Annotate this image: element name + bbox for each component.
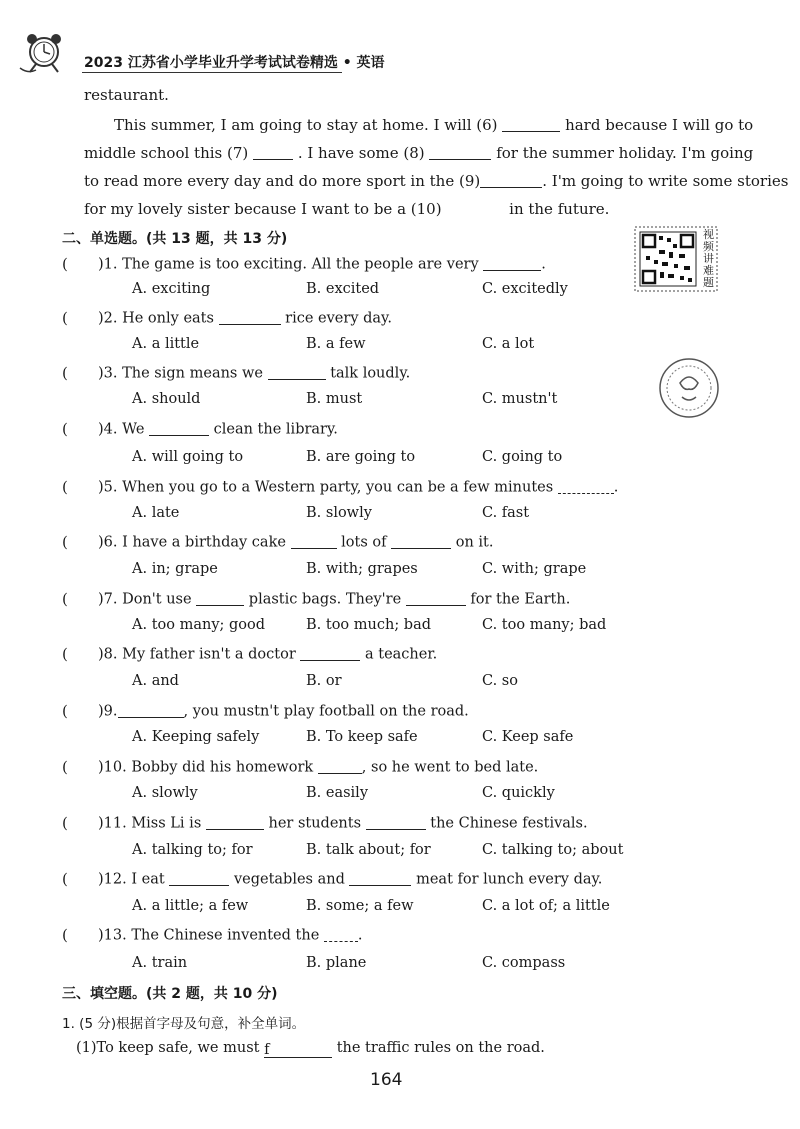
option-c[interactable]: C. with; grape (482, 561, 587, 577)
option-b[interactable]: B. To keep safe (306, 729, 418, 745)
answer-paren[interactable]: ( (62, 478, 68, 496)
question-3: )3. The sign means we talk loudly. (98, 365, 411, 382)
answer-paren[interactable]: ( (62, 758, 68, 776)
option-c[interactable]: C. so (482, 673, 518, 689)
option-c[interactable]: C. too many; bad (482, 617, 607, 633)
question-5: )5. When you go to a Western party, you can be a few minutes . (98, 479, 619, 496)
answer-paren[interactable]: ( (62, 926, 68, 944)
answer-paren[interactable]: ( (62, 645, 68, 663)
option-c[interactable]: C. fast (482, 505, 530, 521)
qr-caption: 视频讲难题 (703, 228, 714, 289)
option-b[interactable]: B. are going to (306, 449, 416, 465)
passage-line-4: for my lovely sister because I want to be a (10) in the future. (84, 200, 610, 218)
option-b[interactable]: B. or (306, 673, 342, 689)
answer-paren[interactable]: ( (62, 309, 68, 327)
passage-line-1: This summer, I am going to stay at home. I will (6) hard because I will go to (114, 116, 754, 134)
answer-paren[interactable]: ( (62, 870, 68, 888)
option-b[interactable]: B. with; grapes (306, 561, 418, 577)
question-9: )9. , you mustn't play football on the road. (98, 703, 469, 720)
question-12: )12. I eat vegetables and meat for lunch every day. (98, 871, 603, 888)
option-c[interactable]: C. mustn't (482, 391, 558, 407)
header-title: 2023 江苏省小学毕业升学考试试卷精选 • 英语 (84, 55, 385, 71)
passage-line-3: to read more every day and do more sport in the (9) . I'm going to write some stories (84, 172, 789, 190)
answer-paren[interactable]: ( (62, 420, 68, 438)
option-c[interactable]: C. going to (482, 449, 563, 465)
question-6: )6. I have a birthday cake lots of on it. (98, 534, 494, 551)
option-b[interactable]: B. talk about; for (306, 842, 431, 858)
option-c[interactable]: C. a lot (482, 336, 535, 352)
answer-paren[interactable]: ( (62, 702, 68, 720)
answer-paren[interactable]: ( (62, 814, 68, 832)
option-b[interactable]: B. must (306, 391, 363, 407)
option-a[interactable]: A. slowly (132, 785, 198, 801)
option-c[interactable]: C. talking to; about (482, 842, 624, 858)
option-b[interactable]: B. a few (306, 336, 366, 352)
option-b[interactable]: B. excited (306, 281, 380, 297)
question-1: )1. The game is too exciting. All the people are very . (98, 256, 546, 273)
option-a[interactable]: A. will going to (132, 449, 244, 465)
option-b[interactable]: B. too much; bad (306, 617, 432, 633)
option-a[interactable]: A. late (132, 505, 180, 521)
option-a[interactable]: A. too many; good (132, 617, 266, 633)
option-a[interactable]: A. and (132, 673, 179, 689)
question-4: )4. We clean the library. (98, 421, 338, 438)
option-a[interactable]: A. a little; a few (132, 898, 249, 914)
option-a[interactable]: A. Keeping safely (132, 729, 260, 745)
question-2: )2. He only eats rice every day. (98, 310, 392, 327)
answer-paren[interactable]: ( (62, 364, 68, 382)
section-3-title: 三、填空题。(共 2 题，共 10 分) (62, 986, 278, 1002)
option-b[interactable]: B. slowly (306, 505, 372, 521)
option-a[interactable]: A. should (132, 391, 201, 407)
question-11: )11. Miss Li is her students the Chinese festivals. (98, 815, 588, 832)
option-c[interactable]: C. Keep safe (482, 729, 574, 745)
option-a[interactable]: A. exciting (132, 281, 211, 297)
passage-line-0: restaurant. (84, 86, 169, 104)
option-c[interactable]: C. quickly (482, 785, 555, 801)
answer-paren[interactable]: ( (62, 590, 68, 608)
option-a[interactable]: A. a little (132, 336, 200, 352)
decorative-seal-icon (658, 357, 720, 419)
option-c[interactable]: C. compass (482, 955, 566, 971)
option-c[interactable]: C. excitedly (482, 281, 568, 297)
header-divider (82, 72, 342, 73)
page-number: 164 (370, 1070, 403, 1090)
answer-paren[interactable]: ( (62, 255, 68, 273)
option-b[interactable]: B. easily (306, 785, 369, 801)
question-13: )13. The Chinese invented the . (98, 927, 363, 944)
option-b[interactable]: B. plane (306, 955, 367, 971)
question-7: )7. Don't use plastic bags. They're for the Earth. (98, 591, 571, 608)
question-10: )10. Bobby did his homework , so he went to bed late. (98, 759, 539, 776)
option-a[interactable]: A. talking to; for (132, 842, 253, 858)
section-3-subtitle: 1. (5 分)根据首字母及句意，补全单词。 (62, 1016, 306, 1032)
question-8: )8. My father isn't a doctor a teacher. (98, 646, 438, 663)
section-2-title: 二、单选题。(共 13 题，共 13 分) (62, 231, 288, 247)
option-a[interactable]: A. train (132, 955, 188, 971)
option-b[interactable]: B. some; a few (306, 898, 414, 914)
option-a[interactable]: A. in; grape (132, 561, 218, 577)
passage-line-2: middle school this (7) . I have some (8) for the summer holiday. I'm going (84, 144, 754, 162)
answer-paren[interactable]: ( (62, 533, 68, 551)
option-c[interactable]: C. a lot of; a little (482, 898, 610, 914)
fill-item-1: (1)To keep safe, we must f the traffic rules on the road. (76, 1040, 545, 1058)
